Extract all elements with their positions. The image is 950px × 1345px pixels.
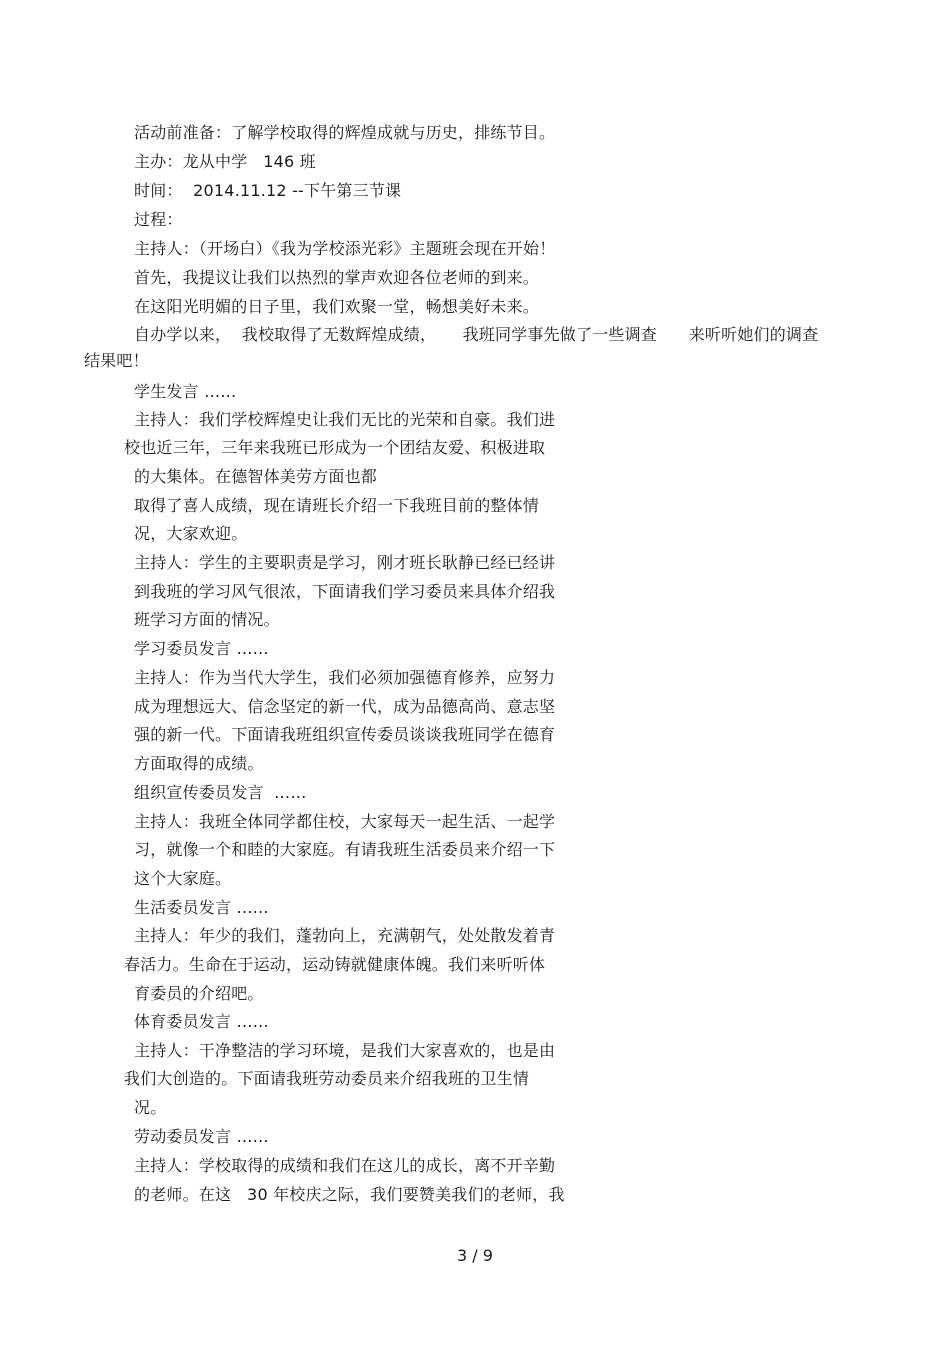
text-line: 主持人：干净整洁的学习环境，是我们大家喜欢的，也是由 bbox=[134, 1041, 556, 1060]
text-line-organizer: 主办：龙从中学 146 班 bbox=[134, 152, 316, 171]
text-line: 况。 bbox=[134, 1098, 167, 1117]
text-line: 学习委员发言 …… bbox=[134, 639, 269, 658]
text-line: 主持人：年少的我们，蓬勃向上，充满朝气，处处散发着青 bbox=[134, 926, 556, 945]
text-line-time: 时间： 2014.11.12 --下午第三节课 bbox=[134, 181, 402, 200]
text-line: 方面取得的成绩。 bbox=[134, 754, 264, 773]
text-line: 主持人：学生的主要职责是学习，刚才班长耿静已经已经讲 bbox=[134, 553, 556, 572]
text-line: 春活力。生命在于运动，运动铸就健康体魄。我们来听听体 bbox=[124, 955, 546, 974]
text-line: 主持人：作为当代大学生，我们必须加强德育修养，应努力 bbox=[134, 668, 556, 687]
text-line: 取得了喜人成绩，现在请班长介绍一下我班目前的整体情 bbox=[134, 496, 540, 515]
text-line: 我们大创造的。下面请我班劳动委员来介绍我班的卫生情 bbox=[124, 1069, 530, 1088]
text-line: 组织宣传委员发言 …… bbox=[134, 783, 307, 802]
text-line: 在这阳光明媚的日子里，我们欢聚一堂，畅想美好未来。 bbox=[134, 297, 540, 316]
text-line: 生活委员发言 …… bbox=[134, 898, 269, 917]
text-line: 自办学以来， 我校取得了无数辉煌成绩， 我班同学事先做了一些调查 来听听她们的调查 bbox=[134, 325, 819, 344]
page-number: 3 / 9 bbox=[457, 1246, 493, 1265]
text-line: 校也近三年，三年来我班已形成为一个团结友爱、积极进取 bbox=[124, 438, 546, 457]
text-line: 体育委员发言 …… bbox=[134, 1012, 269, 1031]
text-line: 的大集体。在德智体美劳方面也都 bbox=[134, 467, 378, 486]
text-line: 班学习方面的情况。 bbox=[134, 610, 280, 629]
text-line-prep: 活动前准备：了解学校取得的辉煌成就与历史，排练节目。 bbox=[134, 123, 556, 142]
text-line: 主持人：学校取得的成绩和我们在这儿的成长，离不开辛勤 bbox=[134, 1156, 556, 1175]
text-line: 习，就像一个和睦的大家庭。有请我班生活委员来介绍一下 bbox=[134, 840, 556, 859]
text-line: 的老师。在这 30 年校庆之际，我们要赞美我们的老师，我 bbox=[134, 1185, 565, 1204]
text-line: 成为理想远大、信念坚定的新一代，成为品德高尚、意志坚 bbox=[134, 697, 556, 716]
text-line: 这个大家庭。 bbox=[134, 869, 232, 888]
text-line: 主持人：我们学校辉煌史让我们无比的光荣和自豪。我们进 bbox=[134, 410, 556, 429]
text-line: 强的新一代。下面请我班组织宣传委员谈谈我班同学在德育 bbox=[134, 725, 556, 744]
text-line: 劳动委员发言 …… bbox=[134, 1127, 269, 1146]
text-line: 学生发言 …… bbox=[134, 382, 237, 401]
text-line: 主持人：（开场白）《我为学校添光彩》主题班会现在开始！ bbox=[134, 239, 556, 258]
text-line: 况，大家欢迎。 bbox=[134, 524, 248, 543]
text-line: 结果吧！ bbox=[84, 351, 149, 370]
text-line: 主持人：我班全体同学都住校，大家每天一起生活、一起学 bbox=[134, 812, 556, 831]
text-line-process: 过程： bbox=[134, 210, 183, 229]
text-line: 育委员的介绍吧。 bbox=[134, 984, 264, 1003]
text-line: 到我班的学习风气很浓，下面请我们学习委员来具体介绍我 bbox=[134, 582, 556, 601]
text-line: 首先，我提议让我们以热烈的掌声欢迎各位老师的到来。 bbox=[134, 268, 540, 287]
